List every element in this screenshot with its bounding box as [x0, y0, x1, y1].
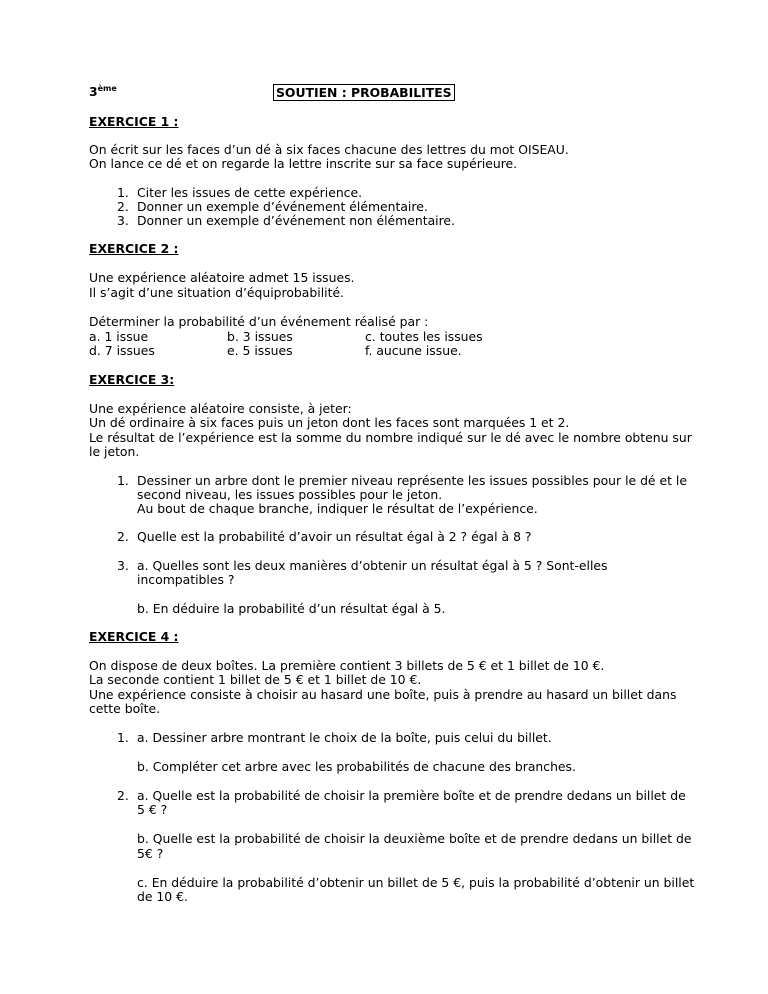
question-text: incompatibles ? [137, 572, 235, 587]
list-item: Donner un exemple d’événement élémentaire. [137, 199, 428, 214]
option-cell: b. 3 issues [227, 329, 293, 344]
question-text: a. Quelles sont les deux manières d’obtenir un résultat égal à 5 ? Sont-elles [137, 558, 608, 573]
list-number: 3. [117, 213, 129, 228]
question-number: 1. [117, 473, 129, 488]
option-cell: f. aucune issue. [365, 343, 462, 358]
exercise-1-paragraph: On écrit sur les faces d’un dé à six faces chacune des lettres du mot OISEAU. [89, 142, 569, 157]
exercise-2-paragraph: Une expérience aléatoire admet 15 issues. [89, 270, 355, 285]
class-level: 3ème [89, 83, 117, 99]
exercise-3-title: EXERCICE 3: [89, 372, 175, 387]
list-number: 1. [117, 185, 129, 200]
option-cell: a. 1 issue [89, 329, 149, 344]
option-cell: c. toutes les issues [365, 329, 483, 344]
question-text: second niveau, les issues possibles pour le jeton. [137, 487, 443, 502]
question-text: c. En déduire la probabilité d’obtenir un billet de 5 €, puis la probabilité d’obtenir un billet [137, 875, 695, 890]
exercise-4-paragraph: Une expérience consiste à choisir au hasard une boîte, puis à prendre au hasard un billet dans [89, 687, 677, 702]
exercise-4-paragraph: On dispose de deux boîtes. La première contient 3 billets de 5 € et 1 billet de 10 €. [89, 658, 605, 673]
question-text: b. En déduire la probabilité d’un résultat égal à 5. [137, 601, 446, 616]
question-text: b. Compléter cet arbre avec les probabilités de chacune des branches. [137, 759, 576, 774]
option-cell: d. 7 issues [89, 343, 155, 358]
exercise-1-paragraph: On lance ce dé et on regarde la lettre inscrite sur sa face supérieure. [89, 156, 518, 171]
exercise-2-paragraph: Déterminer la probabilité d’un événement réalisé par : [89, 314, 429, 329]
question-number: 3. [117, 558, 129, 573]
question-number: 2. [117, 788, 129, 803]
exercise-2-paragraph: Il s’agit d’une situation d’équiprobabilité. [89, 285, 345, 300]
exercise-1-title: EXERCICE 1 : [89, 114, 179, 129]
question-text: 5 € ? [137, 802, 168, 817]
question-text: b. Quelle est la probabilité de choisir la deuxième boîte et de prendre dedans un billet de [137, 831, 692, 846]
question-text: a. Dessiner arbre montrant le choix de la boîte, puis celui du billet. [137, 730, 552, 745]
exercise-2-title: EXERCICE 2 : [89, 241, 179, 256]
list-number: 2. [117, 199, 129, 214]
question-number: 2. [117, 529, 129, 544]
list-item: Citer les issues de cette expérience. [137, 185, 363, 200]
option-cell: e. 5 issues [227, 343, 293, 358]
question-text: de 10 €. [137, 889, 188, 904]
exercise-3-paragraph: Une expérience aléatoire consiste, à jeter: [89, 401, 352, 416]
exercise-4-paragraph: cette boîte. [89, 701, 161, 716]
question-text: Quelle est la probabilité d’avoir un résultat égal à 2 ? égal à 8 ? [137, 529, 532, 544]
exercise-4-title: EXERCICE 4 : [89, 629, 179, 644]
question-text: 5€ ? [137, 846, 164, 861]
page-title: SOUTIEN : PROBABILITES [273, 84, 455, 101]
exercise-4-paragraph: La seconde contient 1 billet de 5 € et 1 billet de 10 €. [89, 672, 422, 687]
question-number: 1. [117, 730, 129, 745]
question-text: a. Quelle est la probabilité de choisir la première boîte et de prendre dedans un billet de [137, 788, 686, 803]
exercise-3-paragraph: Le résultat de l’expérience est la somme du nombre indiqué sur le dé avec le nombre obtenu sur [89, 430, 692, 445]
question-text: Au bout de chaque branche, indiquer le résultat de l’expérience. [137, 501, 538, 516]
question-text: Dessiner un arbre dont le premier niveau représente les issues possibles pour le dé et le [137, 473, 687, 488]
exercise-3-paragraph: le jeton. [89, 444, 140, 459]
exercise-3-paragraph: Un dé ordinaire à six faces puis un jeton dont les faces sont marquées 1 et 2. [89, 415, 570, 430]
list-item: Donner un exemple d’événement non élémentaire. [137, 213, 455, 228]
